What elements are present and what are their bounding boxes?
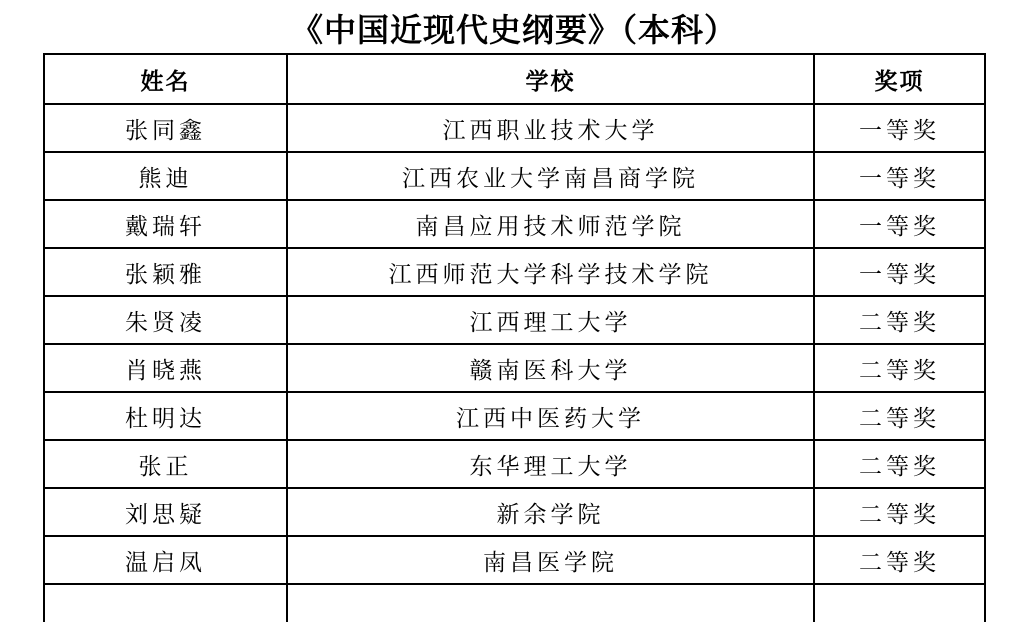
column-header-school: 学校 xyxy=(287,54,814,104)
award-cell: 二等奖 xyxy=(814,296,985,344)
column-header-name: 姓名 xyxy=(44,54,287,104)
name-cell: 张正 xyxy=(44,440,287,488)
name-cell: 熊迪 xyxy=(44,152,287,200)
table-body xyxy=(44,104,985,622)
award-cell: 一等奖 xyxy=(814,152,985,200)
table-row xyxy=(44,152,985,200)
table-row xyxy=(44,248,985,296)
award-cell: 二等奖 xyxy=(814,392,985,440)
award-cell: 一等奖 xyxy=(814,104,985,152)
empty-cell xyxy=(287,584,814,622)
name-cell: 杜明达 xyxy=(44,392,287,440)
name-cell: 朱贤凌 xyxy=(44,296,287,344)
award-cell: 二等奖 xyxy=(814,440,985,488)
school-cell: 新余学院 xyxy=(287,488,814,536)
empty-cell xyxy=(44,584,287,622)
name-cell: 戴瑞轩 xyxy=(44,200,287,248)
table-row-partial xyxy=(44,584,985,622)
award-cell: 二等奖 xyxy=(814,536,985,584)
table-row xyxy=(44,392,985,440)
column-header-award: 奖项 xyxy=(814,54,985,104)
header-row xyxy=(44,54,985,104)
award-cell: 二等奖 xyxy=(814,488,985,536)
award-cell: 一等奖 xyxy=(814,200,985,248)
page-title: 《中国近现代史纲要》（本科） xyxy=(290,12,737,48)
table-row xyxy=(44,488,985,536)
name-cell: 张颖雅 xyxy=(44,248,287,296)
table-row xyxy=(44,344,985,392)
school-cell: 江西中医药大学 xyxy=(287,392,814,440)
school-cell: 江西理工大学 xyxy=(287,296,814,344)
table-row xyxy=(44,104,985,152)
school-cell: 江西师范大学科学技术学院 xyxy=(287,248,814,296)
table-row xyxy=(44,200,985,248)
school-cell: 南昌医学院 xyxy=(287,536,814,584)
empty-cell xyxy=(814,584,985,622)
name-cell: 肖晓燕 xyxy=(44,344,287,392)
school-cell: 江西职业技术大学 xyxy=(287,104,814,152)
name-cell: 刘思疑 xyxy=(44,488,287,536)
award-cell: 二等奖 xyxy=(814,344,985,392)
school-cell: 东华理工大学 xyxy=(287,440,814,488)
name-cell: 张同鑫 xyxy=(44,104,287,152)
table-row xyxy=(44,440,985,488)
table-row xyxy=(44,296,985,344)
award-table xyxy=(43,53,986,622)
school-cell: 赣南医科大学 xyxy=(287,344,814,392)
name-cell: 温启凤 xyxy=(44,536,287,584)
table-row xyxy=(44,536,985,584)
school-cell: 江西农业大学南昌商学院 xyxy=(287,152,814,200)
award-cell: 一等奖 xyxy=(814,248,985,296)
school-cell: 南昌应用技术师范学院 xyxy=(287,200,814,248)
